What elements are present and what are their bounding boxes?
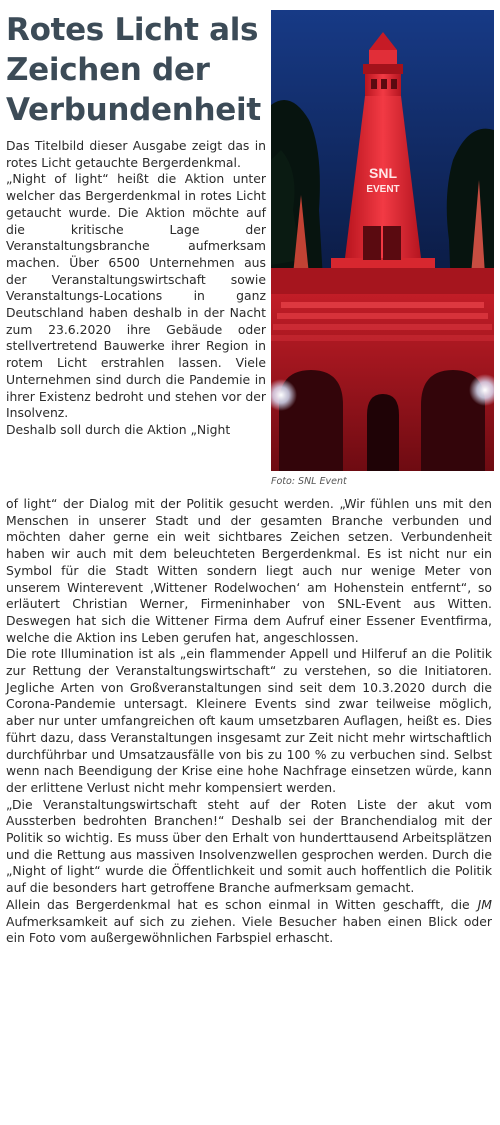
paragraph: Das Titelbild dieser Ausgabe zeigt das in rotes Licht getauchte Bergerdenkmal. bbox=[6, 138, 266, 170]
paragraph: „Night of light“ heißt die Aktion unter welcher das Bergerdenkmal in rotes Licht getaucht wurde. Die Aktion möchte auf die kritische Lage der Veranstaltungsbranche aufmerksam machen. Über 6500 Unternehmen aus der Veranstaltungswirtschaft sowie Veranstaltungs-Locations in ganz Deutschland haben deshalb in der Nacht zum 23.6.2020 ihre Gebäude oder stellvertretend Bauwerke ihrer Region in rotem Licht erstrahlen lassen. Viele Unternehmen sind durch die Pandemie in ihrer Existenz bedroht und stehen vor der Insolvenz. bbox=[6, 171, 266, 421]
photo-caption: Foto: SNL Event bbox=[271, 476, 347, 487]
title-line-3: Verbundenheit bbox=[6, 92, 261, 128]
author-signature: JM bbox=[477, 896, 492, 912]
bergerdenkmal-illustration bbox=[271, 10, 494, 471]
paragraph: „Die Veranstaltungswirtschaft steht auf der Roten Liste der akut vom Aussterben bedrohten Branchen!“ Deshalb sei der Branchendialog mit der Politik so wichtig. Es muss über den Erhalt von hunderttausend Arbeitsplätzen und die Rettung aus massiven Insolvenzwellen gesprochen werden. Durch die „Night of light“ wurde die Öffentlichkeit und somit auch hoffentlich die Politik auf die besonders hart getroffene Branche aufmerksam gemacht. bbox=[6, 796, 492, 896]
paragraph: Deshalb soll durch die Aktion „Night bbox=[6, 421, 231, 437]
paragraph: of light“ der Dialog mit der Politik gesucht werden. „Wir fühlen uns mit den Menschen in unserer Stadt und der gesamten Branche verbunden und möchten daher gerne ein weit sichtbares Zeichen setzen. Verbundenheit haben wir auch mit dem beleuchteten Bergerdenkmal. Es ist nicht nur ein Symbol für die Stadt Witten sondern liegt auch nur wenige Meter von unserem Winterevent ‚Wittener Rodelwochen‘ am Hohenstein entfernt“, so erläutert Christian Werner, Firmeninhaber von SNL-Event aus Witten. Deswegen hat sich die Wittener Firma dem Aufruf einer Essener Eventfirma, welche die Aktion ins Leben gerufen hat, angeschlossen. bbox=[6, 496, 492, 645]
paragraph-last bbox=[6, 897, 492, 947]
title-line-2: Zeichen der bbox=[6, 52, 210, 88]
title-line-1: Rotes Licht als bbox=[6, 12, 259, 48]
article-body bbox=[6, 496, 492, 947]
projection-text-2: EVENT bbox=[366, 184, 400, 195]
monument-photo bbox=[271, 10, 494, 471]
projection-text-1: SNL bbox=[369, 165, 397, 181]
article-column bbox=[6, 138, 266, 439]
article-title bbox=[6, 10, 268, 130]
paragraph-text: Allein das Bergerdenkmal hat es schon einmal in Witten geschafft, die Aufmerksamkeit auf sich zu ziehen. Viele Besucher haben einen Blick oder ein Foto vom außergewöhnlichen Farbspiel erhascht. bbox=[6, 896, 492, 946]
paragraph: Die rote Illumination ist als „ein flammender Appell und Hilferuf an die Politik zur Rettung der Veranstaltungswirtschaft“ zu verstehen, so die Initiatoren. Jegliche Arten von Großveranstaltungen sind seit dem 10.3.2020 durch die Corona-Pandemie untersagt. Kleinere Events sind zwar teilweise möglich, aber nur unter umfangreichen oft kaum umsetzbaren Auflagen, heißt es. Dies führt dazu, dass Veranstaltungen insgesamt zur Zeit nicht mehr wirtschaftlich durchführbar und Umsatzausfälle von bis zu 100 % zu verbuchen sind. Selbst wenn nach Beendigung der Krise eine hohe Nachfrage einsetzen würde, kann der erlittene Verlust nicht mehr kompensiert werden. bbox=[6, 646, 492, 795]
